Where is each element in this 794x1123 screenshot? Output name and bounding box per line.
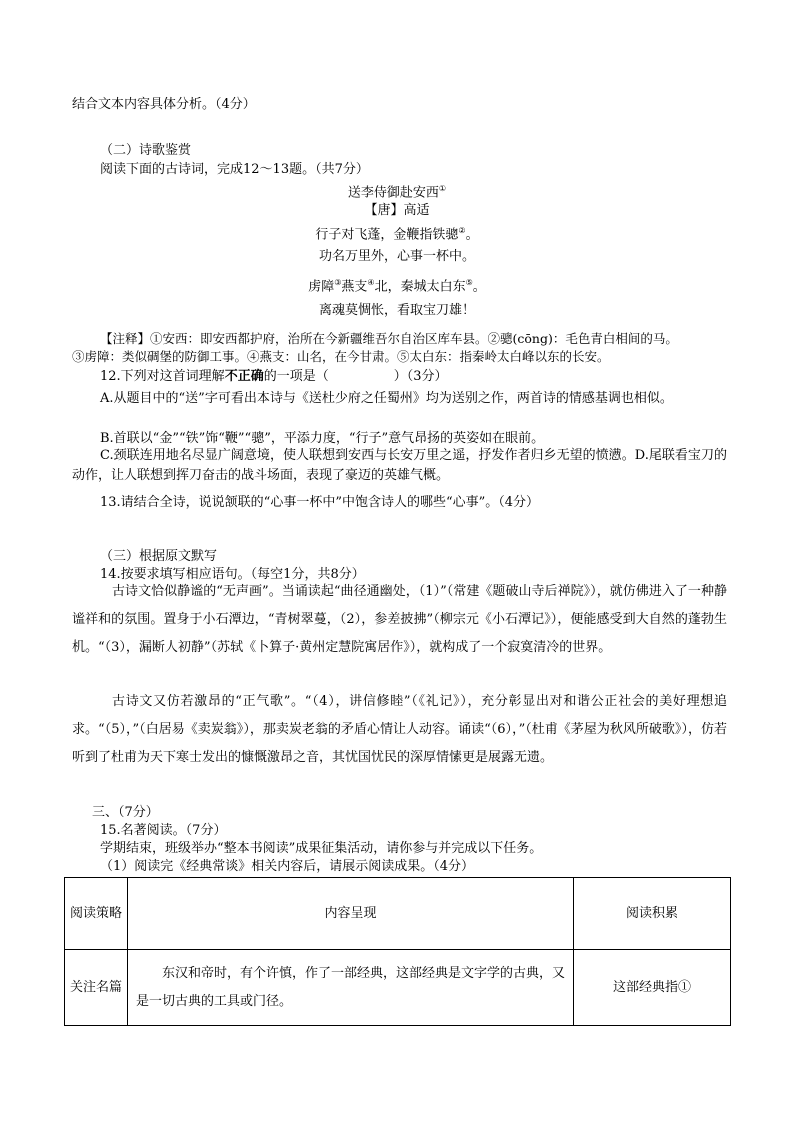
sub-question-1: （1）阅读完《经典常谈》相关内容后，请展示阅读成果。（4分） <box>100 859 475 874</box>
table-row <box>65 950 731 1026</box>
prev-question-tail: 结合文本内容具体分析。（4分） <box>72 97 256 112</box>
poem-title: 送李侍御赴安西① <box>347 184 447 201</box>
poem-line-2: 功名万里外，心事一杯中。 <box>318 249 475 264</box>
option-c-d: C.颈联连用地名尽显广阔意境，使人联想到安西与长安万里之遥，抒发作者归乡无望的愤懑。D.尾联看宝刀的动作，让人联想到挥刀奋击的战斗场面，表现了豪迈的英雄气概。 <box>72 448 727 483</box>
header-strategy: 阅读策略 <box>65 878 128 950</box>
poetry-intro: 阅读下面的古诗词，完成12～13题。（共7分） <box>100 162 369 177</box>
option-b: B.首联以“金”“铁”饰“鞭”“骢”，平添力度，“行子”意气昂扬的英姿如在眼前。 <box>100 431 545 446</box>
section-heading-dictation: （三）根据原文默写 <box>100 549 218 564</box>
option-a: A.从题目中的“送”字可看出本诗与《送杜少府之任蜀州》均为送别之作，两首诗的情感基调也相似。 <box>100 391 673 406</box>
table-header-row <box>65 878 731 950</box>
section-heading-three: 三、（7分） <box>92 805 159 820</box>
header-content: 内容呈现 <box>128 878 574 950</box>
reading-table <box>64 877 731 1026</box>
dictation-para-1: 古诗文恰似静谧的“无声画”。当诵读起“曲径通幽处，（1）”（常建《题破山寺后禅院》），就仿佛进入了一种静谧祥和的氛围。置身于小石潭边，“青树翠蔓，（2），参差披拂”（柳宗元《小石潭记》），便能感受到大自然的蓬勃生机。“（3），漏断人初静”（苏轼《卜算子·黄州定慧院寓居作》），就构成了一个寂寞清冷的世界。 <box>72 584 727 655</box>
header-accumulation: 阅读积累 <box>574 878 731 950</box>
question-15: 15.名著阅读。（7分） <box>100 823 227 838</box>
question-13: 13.请结合全诗，说说颔联的“心事一杯中”中饱含诗人的哪些“心事”。（4分） <box>100 495 540 510</box>
section-heading-poetry: （二）诗歌鉴赏 <box>100 143 192 158</box>
row-strategy: 关注名篇 <box>65 950 128 1026</box>
dictation-para-2: 古诗文又仿若激昂的“正气歌”。“（4），讲信修睦”（《礼记》），充分彰显出对和谐公正社会的美好理想追求。“（5），”（白居易《卖炭翁》），那卖炭老翁的矛盾心情让人动容。诵读“（6），”（杜甫《茅屋为秋风所破歌》），仿若听到了杜甫为天下寒士发出的慷慨激昂之音，其忧国忧民的深厚情愫更是展露无遗。 <box>72 694 727 765</box>
row-content: 东汉和帝时，有个许慎，作了一部经典，这部经典是文字学的古典，又是一切古典的工具或门径。 <box>128 950 574 1026</box>
reading-activity-intro: 学期结束，班级举办“整本书阅读”成果征集活动，请你参与并完成以下任务。 <box>100 841 543 856</box>
question-14: 14.按要求填写相应语句。（每空1分，共8分） <box>100 567 365 582</box>
poem-notes-1: 【注释】①安西：即安西都护府，治所在今新疆维吾尔自治区库车县。②骢(cōng)：毛色青白相间的马。 <box>100 331 678 346</box>
row-accumulation: 这部经典指① <box>574 950 731 1026</box>
poem-line-1: 行子对飞蓬，金鞭指铁骢②。 <box>315 226 479 243</box>
poem-line-3: 虏障③燕支④北，秦城太白东⑤。 <box>308 278 486 295</box>
poem-line-4: 离魂莫惆怅，看取宝刀雄！ <box>318 303 475 318</box>
poem-author: 【唐】高适 <box>364 203 430 218</box>
question-12: 12.下列对这首词理解不正确的一项是（ ）（3分） <box>100 369 448 384</box>
poem-notes-2: ③虏障：类似碉堡的防御工事。④燕支：山名，在今甘肃。⑤太白东：指秦岭太白峰以东的长安。 <box>72 349 610 364</box>
